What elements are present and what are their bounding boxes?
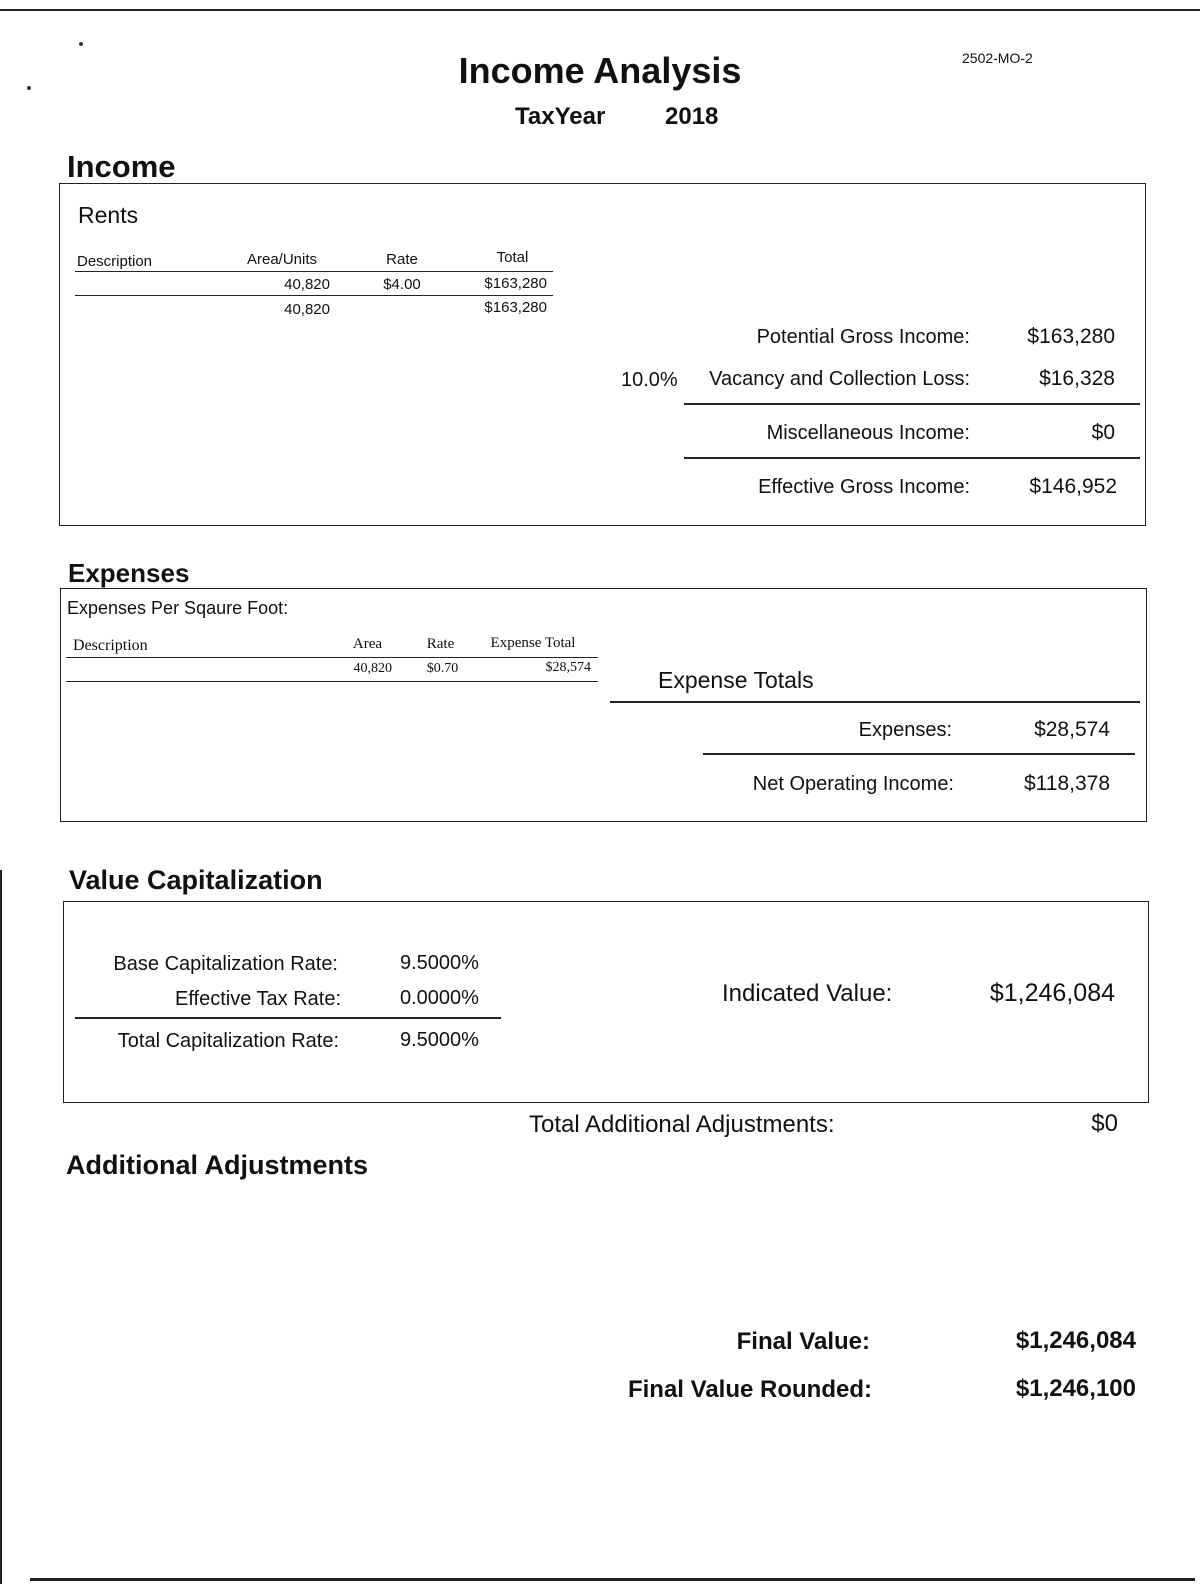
vacancy-loss-label: Vacancy and Collection Loss: xyxy=(709,368,970,390)
potential-gross-income-label: Potential Gross Income: xyxy=(756,326,970,348)
expenses-heading: Expenses xyxy=(68,558,190,588)
expenses-total-value: $28,574 xyxy=(1034,718,1110,741)
base-cap-rate-value: 9.5000% xyxy=(400,952,479,974)
final-value-label: Final Value: xyxy=(736,1328,870,1355)
indicated-value-value: $1,246,084 xyxy=(989,979,1115,1007)
net-operating-income-label: Net Operating Income: xyxy=(752,773,954,795)
left-scan-edge xyxy=(0,870,2,1584)
base-cap-rate-label: Base Capitalization Rate: xyxy=(113,953,338,975)
expenses-box xyxy=(60,588,1147,822)
final-value-value: $1,246,084 xyxy=(1015,1327,1136,1354)
rents-col-rate: Rate xyxy=(386,251,418,268)
rents-row-rate: $4.00 xyxy=(383,276,421,293)
income-box xyxy=(59,183,1146,526)
rents-row-rule xyxy=(75,295,553,296)
expense-totals-heading: Expense Totals xyxy=(658,667,814,693)
effective-tax-rate-label: Effective Tax Rate: xyxy=(174,988,341,1010)
expenses-row-total: $28,574 xyxy=(545,660,591,675)
expenses-total-label: Expenses: xyxy=(858,719,952,741)
expenses-col-rate: Rate xyxy=(426,636,455,652)
expenses-header-rule xyxy=(66,657,598,658)
effective-gross-income-label: Effective Gross Income: xyxy=(758,476,970,498)
vacancy-rule xyxy=(684,403,1140,405)
expenses-row-rate: $0.70 xyxy=(426,661,459,676)
expenses-row-area: 40,820 xyxy=(353,661,392,676)
bottom-scan-edge xyxy=(30,1578,1195,1581)
tax-rate-rule xyxy=(75,1017,501,1019)
expenses-col-total: Expense Total xyxy=(490,635,576,651)
misc-income-label: Miscellaneous Income: xyxy=(766,422,970,444)
rents-col-description: Description xyxy=(77,253,153,270)
net-operating-income-value: $118,378 xyxy=(1023,772,1110,795)
rents-total-area: 40,820 xyxy=(284,301,330,318)
vacancy-loss-value: $16,328 xyxy=(1039,367,1115,390)
additional-adjustments-heading: Additional Adjustments xyxy=(66,1150,368,1180)
final-value-rounded-label: Final Value Rounded: xyxy=(627,1376,872,1403)
total-cap-rate-value: 9.5000% xyxy=(400,1029,479,1051)
total-adjustments-value: $0 xyxy=(1091,1110,1118,1137)
expenses-total-rule xyxy=(703,753,1135,755)
potential-gross-income-value: $163,280 xyxy=(1027,325,1115,348)
total-adjustments-label: Total Additional Adjustments: xyxy=(529,1111,835,1138)
income-heading: Income xyxy=(67,149,176,184)
tax-year-value: 2018 xyxy=(665,103,719,130)
top-scan-edge xyxy=(0,9,1200,11)
expense-totals-rule xyxy=(610,701,1140,703)
misc-rule xyxy=(684,457,1140,459)
effective-tax-rate-value: 0.0000% xyxy=(400,987,479,1009)
total-cap-rate-label: Total Capitalization Rate: xyxy=(117,1030,339,1052)
page-title: Income Analysis xyxy=(458,50,742,91)
rents-total-total: $163,280 xyxy=(484,299,547,316)
tax-year-label: TaxYear xyxy=(515,103,606,130)
rents-col-total: Total xyxy=(496,249,529,266)
expenses-row-rule xyxy=(66,681,598,682)
scan-speck xyxy=(79,42,83,46)
final-value-rounded-value: $1,246,100 xyxy=(1015,1375,1136,1402)
capitalization-heading: Value Capitalization xyxy=(69,865,323,895)
expenses-subheading: Expenses Per Sqaure Foot: xyxy=(67,598,289,618)
rents-header-rule xyxy=(75,271,553,272)
indicated-value-label: Indicated Value: xyxy=(722,980,893,1007)
rents-row-area: 40,820 xyxy=(284,276,330,293)
misc-income-value: $0 xyxy=(1091,421,1115,444)
rents-col-area: Area/Units xyxy=(246,251,318,268)
effective-gross-income-value: $146,952 xyxy=(1029,475,1117,498)
expenses-col-area: Area xyxy=(352,636,383,652)
rents-row-total: $163,280 xyxy=(484,275,547,292)
document-code: 2502-MO-2 xyxy=(962,50,1033,66)
rents-label: Rents xyxy=(78,202,139,228)
vacancy-percent: 10.0% xyxy=(621,369,678,391)
expenses-col-description: Description xyxy=(73,637,148,654)
scan-speck xyxy=(27,86,31,90)
